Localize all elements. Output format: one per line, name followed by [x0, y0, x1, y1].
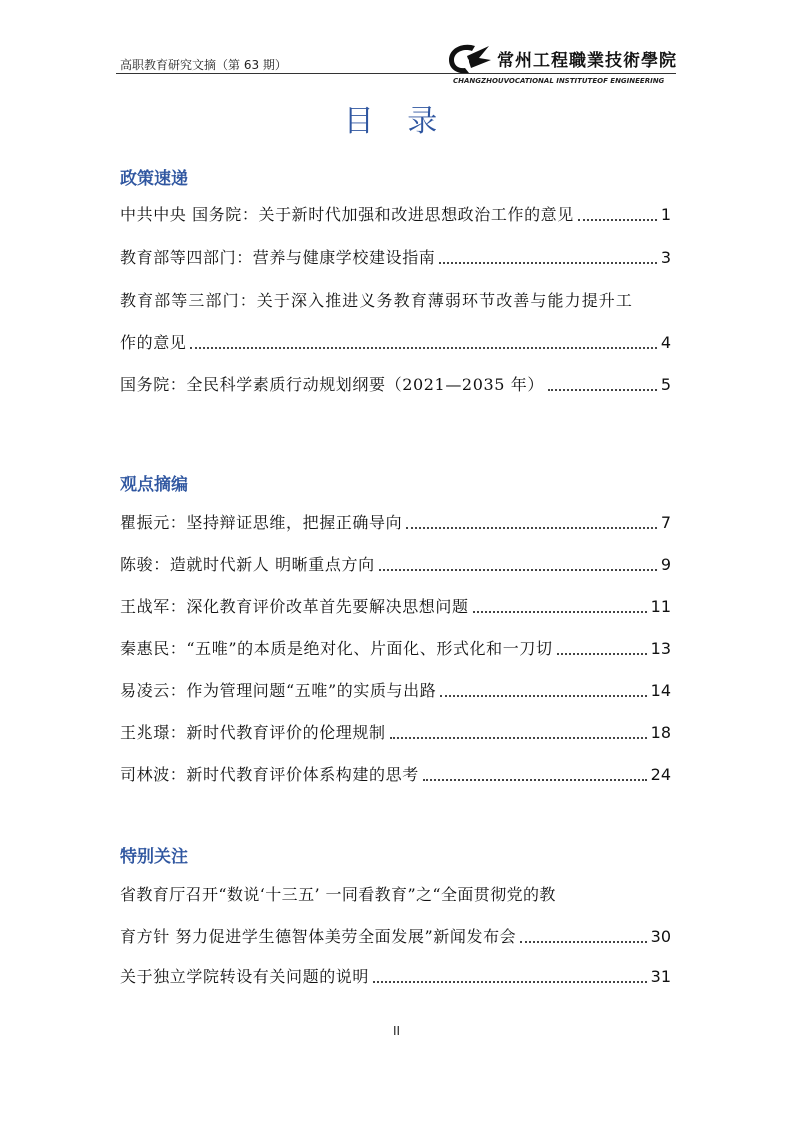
toc-entry-text-continued: 作的意见 — [120, 333, 187, 352]
page-title: 目 录 — [343, 104, 450, 139]
toc-entry[interactable] — [120, 554, 671, 576]
toc-entry-text: 中共中央 国务院：关于新时代加强和改进思想政治工作的意见 — [120, 205, 574, 224]
toc-entry-text: 司林波：新时代教育评价体系构建的思考 — [120, 765, 419, 784]
leader-dots — [578, 219, 657, 221]
toc-entry-page: 30 — [650, 927, 671, 946]
logo-english-name: CHANGZHOUVOCATIONAL INSTITUTEOF ENGINEERING — [453, 77, 665, 85]
leader-dots — [439, 262, 656, 264]
toc-entry[interactable] — [120, 764, 671, 786]
toc-entry[interactable] — [120, 926, 671, 948]
toc-entry-line1[interactable] — [120, 884, 671, 906]
toc-entry-text: 关于独立学院转设有关问题的说明 — [120, 967, 370, 986]
toc-entry-line1[interactable] — [120, 290, 671, 312]
toc-entry-text: 教育部等三部门：关于深入推进义务教育薄弱环节改善与能力提升工 — [120, 291, 634, 310]
toc-entry-page: 5 — [660, 375, 671, 394]
header-divider — [116, 73, 676, 74]
toc-entry-page: 1 — [660, 205, 671, 224]
toc-entry[interactable] — [120, 966, 671, 988]
leader-dots — [379, 569, 657, 571]
toc-entry[interactable] — [120, 680, 671, 702]
toc-entry[interactable] — [120, 722, 671, 744]
toc-entry-page: 24 — [650, 765, 671, 784]
section-title-viewpoints: 观点摘编 — [120, 475, 188, 495]
section-title-special-focus: 特别关注 — [120, 847, 188, 867]
leader-dots — [557, 653, 647, 655]
toc-entry-text: 省教育厅召开“数说‘十三五’ 一同看教育”之“全面贯彻党的教 — [120, 885, 556, 904]
toc-entry-text-continued: 育方针 努力促进学生德智体美劳全面发展”新闻发布会 — [120, 927, 517, 946]
toc-entry-text: 教育部等四部门：营养与健康学校建设指南 — [120, 248, 436, 267]
page-number: II — [392, 1024, 401, 1038]
toc-entry[interactable] — [120, 512, 671, 534]
toc-entry-text: 瞿振元：坚持辩证思维，把握正确导向 — [120, 513, 403, 532]
toc-entry-page: 13 — [650, 639, 671, 658]
toc-entry-page: 7 — [660, 513, 671, 532]
toc-entry[interactable] — [120, 374, 671, 396]
leader-dots — [520, 941, 646, 943]
toc-entry-page: 4 — [660, 333, 671, 352]
toc-entry-text: 易凌云：作为管理问题“五唯”的实质与出路 — [120, 681, 437, 700]
college-logo — [445, 42, 680, 88]
toc-entry[interactable] — [120, 638, 671, 660]
leader-dots — [390, 737, 647, 739]
leader-dots — [406, 527, 657, 529]
leader-dots — [548, 389, 657, 391]
toc-entry[interactable] — [120, 247, 671, 269]
toc-entry-page: 9 — [660, 555, 671, 574]
logo-chinese-name: 常州工程職業技術學院 — [497, 51, 677, 71]
leader-dots — [423, 779, 647, 781]
toc-entry-text: 陈骏：造就时代新人 明晰重点方向 — [120, 555, 375, 574]
toc-entry-text: 王兆璟：新时代教育评价的伦理规制 — [120, 723, 386, 742]
toc-entry-text: 王战军：深化教育评价改革首先要解决思想问题 — [120, 597, 469, 616]
toc-entry-text: 国务院：全民科学素质行动规划纲要（2021—2035 年） — [120, 375, 544, 394]
toc-entry-text: 秦惠民：“五唯”的本质是绝对化、片面化、形式化和一刀切 — [120, 639, 553, 658]
toc-entry-page: 11 — [650, 597, 671, 616]
leader-dots — [190, 347, 656, 349]
toc-entry[interactable] — [120, 596, 671, 618]
leader-dots — [440, 695, 646, 697]
leader-dots — [373, 981, 647, 983]
section-title-policy: 政策速递 — [120, 169, 188, 189]
publication-title: 高职教育研究文摘（第 63 期） — [120, 58, 287, 72]
toc-entry-page: 18 — [650, 723, 671, 742]
toc-entry-page: 31 — [650, 967, 671, 986]
toc-entry-page: 14 — [650, 681, 671, 700]
toc-entry[interactable] — [120, 204, 671, 226]
toc-entry[interactable] — [120, 332, 671, 354]
leader-dots — [473, 611, 647, 613]
toc-entry-page: 3 — [660, 248, 671, 267]
